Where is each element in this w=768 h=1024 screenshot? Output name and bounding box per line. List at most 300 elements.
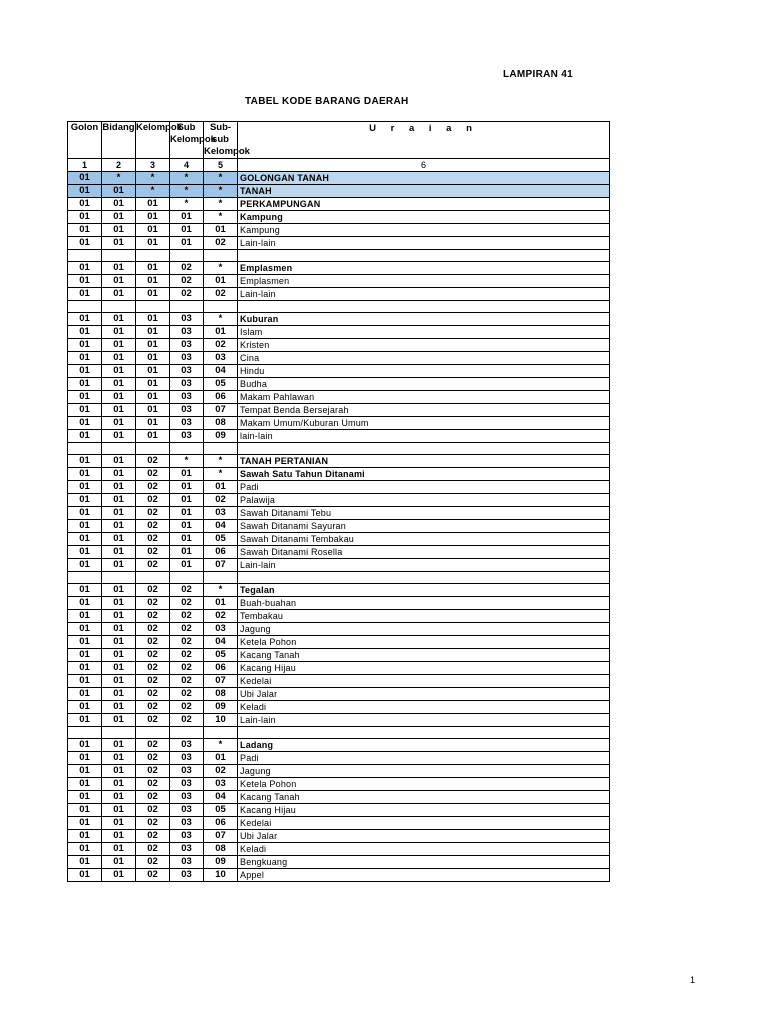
header-sub-kelompok: Sub Kelompok [170,122,204,159]
table-row [68,494,610,507]
table-row [68,714,610,727]
table-row [68,701,610,714]
uraian-cell: GOLONGAN TANAH [238,172,610,185]
empty-cell [102,301,136,313]
golongan-cell: 01 [68,211,102,224]
empty-cell [238,727,610,739]
kelompok-cell: * [136,172,170,185]
empty-cell [170,443,204,455]
golongan-cell: 01 [68,843,102,856]
sub-sub-kelompok-cell: 09 [204,701,238,714]
table-row [68,546,610,559]
sub-sub-kelompok-cell: * [204,468,238,481]
uraian-cell: Sawah Ditanami Tembakau [238,533,610,546]
kelompok-cell: 02 [136,623,170,636]
sub-kelompok-cell: 03 [170,739,204,752]
sub-sub-kelompok-cell: 08 [204,417,238,430]
golongan-cell: 01 [68,701,102,714]
sub-sub-kelompok-cell: 05 [204,533,238,546]
bidang-cell: 01 [102,198,136,211]
sub-sub-kelompok-cell: 05 [204,378,238,391]
kelompok-cell: 02 [136,752,170,765]
uraian-cell: Tegalan [238,584,610,597]
blank-row [68,727,610,739]
empty-cell [68,572,102,584]
bidang-cell: 01 [102,339,136,352]
sub-kelompok-cell: 01 [170,224,204,237]
uraian-cell: Kuburan [238,313,610,326]
sub-sub-kelompok-cell: 09 [204,430,238,443]
golongan-cell: 01 [68,326,102,339]
table-row [68,856,610,869]
table-row [68,326,610,339]
kelompok-cell: 02 [136,830,170,843]
sub-sub-kelompok-cell: 01 [204,752,238,765]
sub-kelompok-cell: 03 [170,869,204,882]
bidang-cell: 01 [102,275,136,288]
golongan-cell: 01 [68,313,102,326]
bidang-cell: 01 [102,714,136,727]
sub-sub-kelompok-cell: * [204,262,238,275]
golongan-cell: 01 [68,791,102,804]
table-row [68,211,610,224]
bidang-cell: 01 [102,546,136,559]
kelompok-cell: 02 [136,701,170,714]
table-title: TABEL KODE BARANG DAERAH [245,96,409,107]
table-row [68,262,610,275]
table-row [68,365,610,378]
uraian-cell: Palawija [238,494,610,507]
uraian-cell: Kacang Tanah [238,791,610,804]
blank-row [68,572,610,584]
golongan-cell: 01 [68,649,102,662]
sub-sub-kelompok-cell: 07 [204,830,238,843]
sub-kelompok-cell: 03 [170,817,204,830]
table-row [68,468,610,481]
uraian-cell: Emplasmen [238,262,610,275]
sub-kelompok-cell: 01 [170,559,204,572]
empty-cell [102,250,136,262]
uraian-cell: Sawah Satu Tahun Ditanami [238,468,610,481]
bidang-cell: 01 [102,597,136,610]
sub-sub-kelompok-cell: 03 [204,352,238,365]
bidang-cell: 01 [102,185,136,198]
uraian-cell: Kedelai [238,817,610,830]
sub-kelompok-cell: * [170,172,204,185]
kelompok-cell: 01 [136,430,170,443]
table-row [68,185,610,198]
uraian-cell: Sawah Ditanami Tebu [238,507,610,520]
sub-kelompok-cell: 03 [170,326,204,339]
table-row [68,597,610,610]
bidang-cell: 01 [102,584,136,597]
sub-sub-kelompok-cell: 02 [204,288,238,301]
uraian-cell: Jagung [238,623,610,636]
table-row [68,636,610,649]
uraian-cell: Kedelai [238,675,610,688]
sub-kelompok-cell: 03 [170,339,204,352]
bidang-cell: 01 [102,224,136,237]
sub-kelompok-cell: 01 [170,494,204,507]
kelompok-cell: 01 [136,275,170,288]
golongan-cell: 01 [68,365,102,378]
uraian-cell: Makam Umum/Kuburan Umum [238,417,610,430]
uraian-cell: Padi [238,752,610,765]
uraian-cell: Kacang Hijau [238,804,610,817]
table-row [68,739,610,752]
bidang-cell: 01 [102,417,136,430]
sub-kelompok-cell: * [170,185,204,198]
sub-sub-kelompok-cell: 09 [204,856,238,869]
bidang-cell: 01 [102,262,136,275]
table-row [68,804,610,817]
table-row [68,752,610,765]
table-row [68,791,610,804]
sub-kelompok-cell: 03 [170,791,204,804]
uraian-cell: PERKAMPUNGAN [238,198,610,211]
uraian-cell: TANAH [238,185,610,198]
bidang-cell: 01 [102,313,136,326]
golongan-cell: 01 [68,688,102,701]
column-number: 2 [102,159,136,172]
golongan-cell: 01 [68,830,102,843]
uraian-cell: Lain-lain [238,288,610,301]
sub-kelompok-cell: 03 [170,830,204,843]
sub-kelompok-cell: 02 [170,701,204,714]
kelompok-cell: 01 [136,339,170,352]
uraian-cell: Emplasmen [238,275,610,288]
table-row [68,843,610,856]
sub-kelompok-cell: 03 [170,804,204,817]
bidang-cell: 01 [102,455,136,468]
table-row [68,649,610,662]
sub-sub-kelompok-cell: 02 [204,610,238,623]
sub-kelompok-cell: 01 [170,520,204,533]
golongan-cell: 01 [68,378,102,391]
bidang-cell: * [102,172,136,185]
empty-cell [170,250,204,262]
sub-sub-kelompok-cell: 07 [204,675,238,688]
uraian-cell: Bengkuang [238,856,610,869]
sub-sub-kelompok-cell: 06 [204,662,238,675]
bidang-cell: 01 [102,765,136,778]
golongan-cell: 01 [68,610,102,623]
bidang-cell: 01 [102,520,136,533]
empty-cell [136,250,170,262]
golongan-cell: 01 [68,455,102,468]
table-row [68,172,610,185]
empty-cell [204,250,238,262]
uraian-cell: Kristen [238,339,610,352]
kelompok-cell: 02 [136,778,170,791]
bidang-cell: 01 [102,378,136,391]
kelompok-cell: 01 [136,365,170,378]
sub-kelompok-cell: 03 [170,856,204,869]
sub-kelompok-cell: 01 [170,533,204,546]
uraian-cell: Lain-lain [238,714,610,727]
bidang-cell: 01 [102,649,136,662]
uraian-cell: Sawah Ditanami Sayuran [238,520,610,533]
kelompok-cell: 01 [136,404,170,417]
bidang-cell: 01 [102,507,136,520]
kelompok-cell: 02 [136,610,170,623]
header-uraian: U r a i a n [238,122,610,159]
table-row [68,559,610,572]
table-row [68,417,610,430]
golongan-cell: 01 [68,546,102,559]
golongan-cell: 01 [68,817,102,830]
golongan-cell: 01 [68,752,102,765]
table-row [68,533,610,546]
bidang-cell: 01 [102,791,136,804]
kelompok-cell: 02 [136,869,170,882]
kelompok-cell: 01 [136,378,170,391]
empty-cell [238,572,610,584]
bidang-cell: 01 [102,804,136,817]
kelompok-cell: 02 [136,662,170,675]
sub-sub-kelompok-cell: * [204,455,238,468]
sub-kelompok-cell: 01 [170,546,204,559]
golongan-cell: 01 [68,481,102,494]
table-row [68,275,610,288]
empty-cell [136,443,170,455]
golongan-cell: 01 [68,417,102,430]
uraian-cell: TANAH PERTANIAN [238,455,610,468]
lampiran-label: LAMPIRAN 41 [503,69,573,80]
bidang-cell: 01 [102,843,136,856]
kelompok-cell: 02 [136,856,170,869]
sub-sub-kelompok-cell: 10 [204,869,238,882]
sub-kelompok-cell: 02 [170,636,204,649]
sub-sub-kelompok-cell: 06 [204,546,238,559]
uraian-cell: Lain-lain [238,237,610,250]
bidang-cell: 01 [102,817,136,830]
golongan-cell: 01 [68,662,102,675]
uraian-cell: lain-lain [238,430,610,443]
sub-sub-kelompok-cell: * [204,172,238,185]
uraian-cell: Hindu [238,365,610,378]
golongan-cell: 01 [68,559,102,572]
empty-cell [68,250,102,262]
table-row [68,224,610,237]
table-row [68,481,610,494]
blank-row [68,250,610,262]
sub-kelompok-cell: 03 [170,404,204,417]
sub-kelompok-cell: 02 [170,649,204,662]
empty-cell [204,301,238,313]
kelompok-cell: 01 [136,224,170,237]
table-row [68,817,610,830]
table-row [68,237,610,250]
bidang-cell: 01 [102,288,136,301]
sub-kelompok-cell: 02 [170,714,204,727]
uraian-cell: Sawah Ditanami Rosella [238,546,610,559]
golongan-cell: 01 [68,185,102,198]
kelompok-cell: 02 [136,546,170,559]
column-number: 3 [136,159,170,172]
kelompok-cell: 02 [136,597,170,610]
sub-sub-kelompok-cell: * [204,185,238,198]
sub-sub-kelompok-cell: 08 [204,688,238,701]
kelompok-cell: * [136,185,170,198]
uraian-cell: Cina [238,352,610,365]
uraian-cell: Ketela Pohon [238,778,610,791]
sub-kelompok-cell: 02 [170,597,204,610]
sub-sub-kelompok-cell: 01 [204,326,238,339]
golongan-cell: 01 [68,352,102,365]
bidang-cell: 01 [102,481,136,494]
sub-sub-kelompok-cell: * [204,198,238,211]
uraian-cell: Ladang [238,739,610,752]
table-row [68,765,610,778]
golongan-cell: 01 [68,533,102,546]
golongan-cell: 01 [68,584,102,597]
sub-sub-kelompok-cell: 01 [204,224,238,237]
table-row [68,352,610,365]
bidang-cell: 01 [102,778,136,791]
uraian-cell: Tembakau [238,610,610,623]
golongan-cell: 01 [68,765,102,778]
table-row [68,869,610,882]
kelompok-cell: 02 [136,481,170,494]
golongan-cell: 01 [68,856,102,869]
golongan-cell: 01 [68,391,102,404]
uraian-cell: Padi [238,481,610,494]
table-row [68,688,610,701]
sub-sub-kelompok-cell: 02 [204,494,238,507]
kelompok-cell: 01 [136,326,170,339]
bidang-cell: 01 [102,830,136,843]
golongan-cell: 01 [68,404,102,417]
sub-kelompok-cell: 03 [170,313,204,326]
bidang-cell: 01 [102,211,136,224]
golongan-cell: 01 [68,507,102,520]
empty-cell [102,443,136,455]
uraian-cell: Kampung [238,211,610,224]
uraian-cell: Kampung [238,224,610,237]
bidang-cell: 01 [102,610,136,623]
sub-sub-kelompok-cell: 08 [204,843,238,856]
empty-cell [136,572,170,584]
table-row [68,520,610,533]
golongan-cell: 01 [68,288,102,301]
sub-sub-kelompok-cell: 01 [204,275,238,288]
empty-cell [238,301,610,313]
sub-kelompok-cell: 02 [170,662,204,675]
sub-kelompok-cell: 03 [170,843,204,856]
empty-cell [170,572,204,584]
kelompok-cell: 01 [136,288,170,301]
sub-sub-kelompok-cell: * [204,584,238,597]
header-bidang: Bidang [102,122,136,159]
empty-cell [136,301,170,313]
table-row [68,675,610,688]
table-row [68,378,610,391]
empty-cell [204,572,238,584]
kelompok-cell: 02 [136,843,170,856]
sub-kelompok-cell: 02 [170,688,204,701]
table-row [68,778,610,791]
golongan-cell: 01 [68,623,102,636]
page-number: 1 [690,975,696,985]
table-row [68,610,610,623]
blank-row [68,301,610,313]
sub-sub-kelompok-cell: 03 [204,778,238,791]
golongan-cell: 01 [68,675,102,688]
kelompok-cell: 02 [136,455,170,468]
golongan-cell: 01 [68,739,102,752]
table-row [68,455,610,468]
uraian-cell: Buah-buahan [238,597,610,610]
golongan-cell: 01 [68,172,102,185]
bidang-cell: 01 [102,352,136,365]
header-row [68,122,610,159]
empty-cell [102,572,136,584]
sub-kelompok-cell: 02 [170,623,204,636]
sub-kelompok-cell: 03 [170,365,204,378]
golongan-cell: 01 [68,198,102,211]
uraian-cell: Tempat Benda Bersejarah [238,404,610,417]
table-row [68,430,610,443]
table-row [68,623,610,636]
uraian-cell: Keladi [238,843,610,856]
kelompok-cell: 02 [136,584,170,597]
bidang-cell: 01 [102,869,136,882]
sub-sub-kelompok-cell: 02 [204,339,238,352]
kelompok-cell: 02 [136,791,170,804]
bidang-cell: 01 [102,662,136,675]
sub-kelompok-cell: 02 [170,675,204,688]
golongan-cell: 01 [68,275,102,288]
sub-sub-kelompok-cell: * [204,211,238,224]
bidang-cell: 01 [102,688,136,701]
table-row [68,313,610,326]
kelompok-cell: 02 [136,765,170,778]
header-sub-sub-kelompok: Sub-sub Kelompok [204,122,250,157]
golongan-cell: 01 [68,597,102,610]
table-body [68,172,610,882]
sub-kelompok-cell: 02 [170,584,204,597]
uraian-cell: Islam [238,326,610,339]
kelompok-cell: 02 [136,520,170,533]
table-row [68,830,610,843]
empty-cell [204,443,238,455]
sub-kelompok-cell: 03 [170,430,204,443]
table-row [68,584,610,597]
header-golongan: Golon [68,122,102,159]
kelompok-cell: 02 [136,494,170,507]
empty-cell [238,443,610,455]
bidang-cell: 01 [102,468,136,481]
blank-row [68,443,610,455]
uraian-cell: Budha [238,378,610,391]
empty-cell [68,443,102,455]
sub-kelompok-cell: * [170,455,204,468]
sub-sub-kelompok-cell: 04 [204,520,238,533]
table-row [68,662,610,675]
bidang-cell: 01 [102,636,136,649]
bidang-cell: 01 [102,752,136,765]
uraian-cell: Ubi Jalar [238,830,610,843]
empty-cell [136,727,170,739]
golongan-cell: 01 [68,494,102,507]
bidang-cell: 01 [102,701,136,714]
table-row [68,198,610,211]
kelompok-cell: 02 [136,817,170,830]
bidang-cell: 01 [102,237,136,250]
sub-sub-kelompok-cell: 01 [204,481,238,494]
kelompok-cell: 02 [136,468,170,481]
